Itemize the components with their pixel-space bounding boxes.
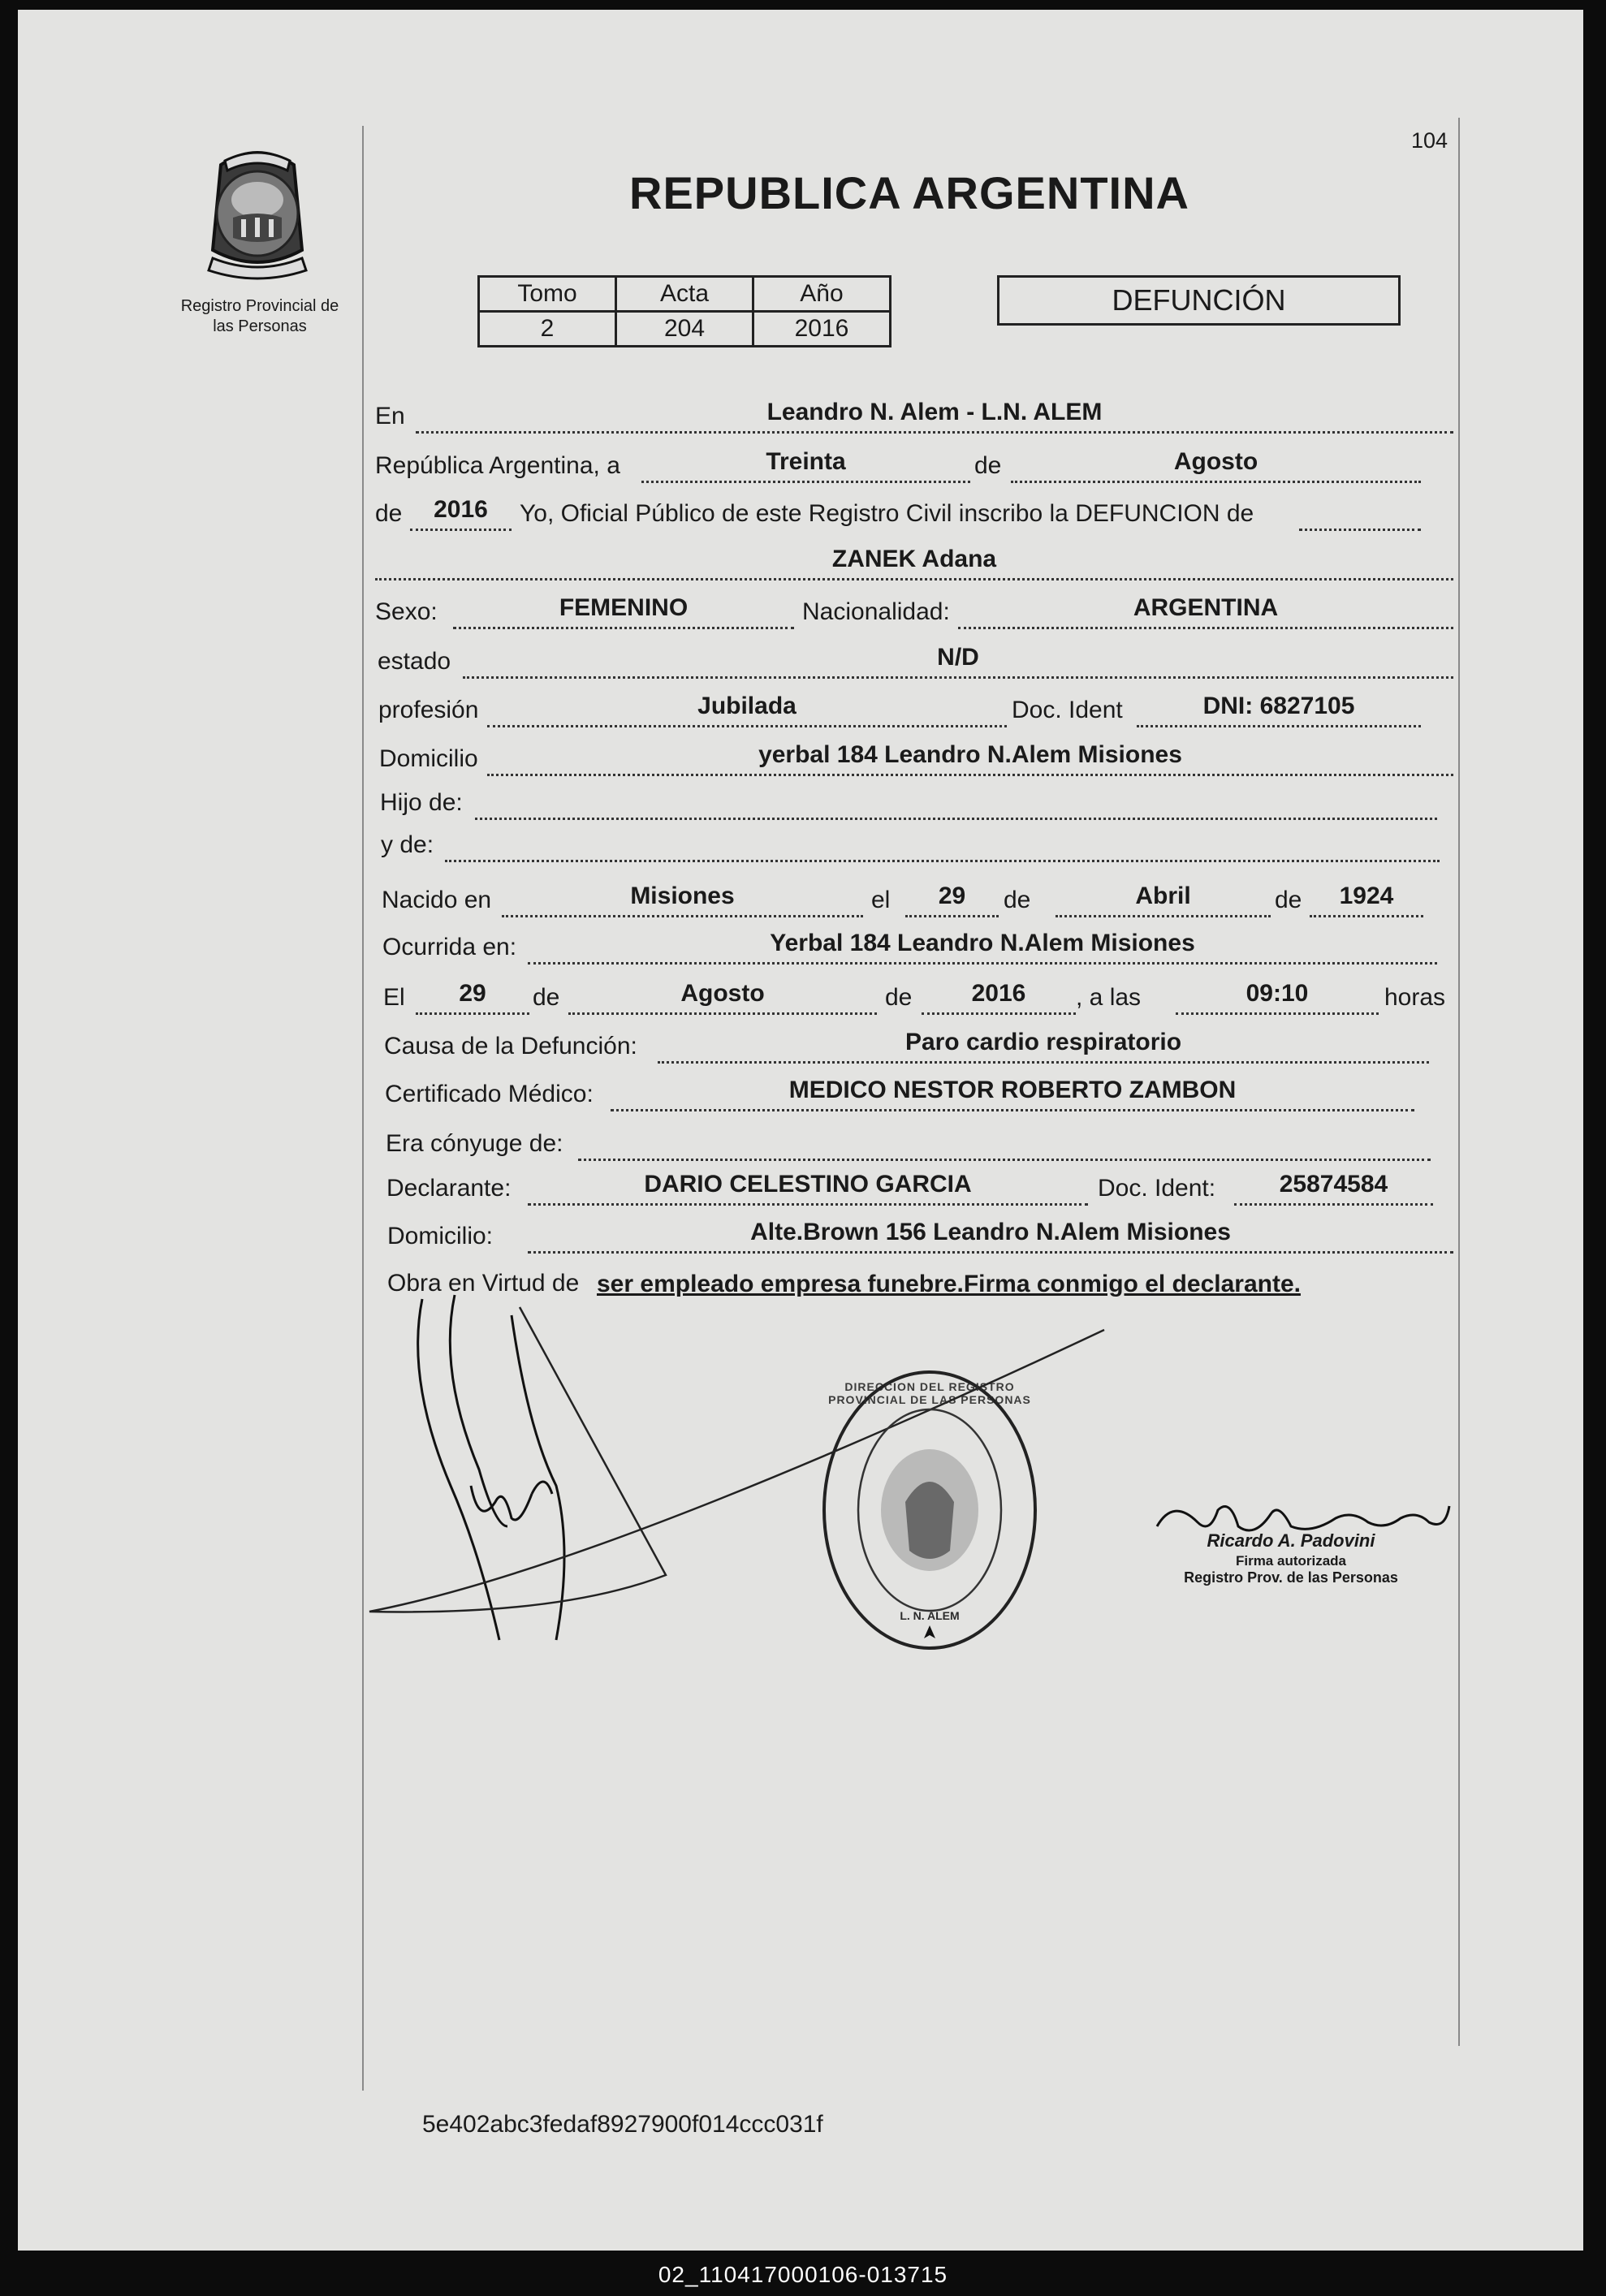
row-en — [0, 385, 1606, 434]
republica-label: República Argentina, a — [375, 452, 620, 479]
death-day-field — [416, 969, 529, 1015]
horas-label: horas — [1384, 984, 1446, 1011]
death-year-value: 2016 — [971, 980, 1026, 1007]
death-time-value: 09:10 — [1246, 980, 1309, 1007]
row-profesion — [0, 679, 1606, 727]
obra-label: Obra en Virtud de — [387, 1270, 580, 1297]
estado-value: N/D — [937, 644, 979, 671]
death-day-value: 29 — [459, 980, 486, 1007]
declarante-field — [528, 1159, 1088, 1206]
nacido-field — [502, 871, 863, 917]
certificado-value: MEDICO NESTOR ROBERTO ZAMBON — [788, 1077, 1237, 1103]
row-estado — [0, 630, 1606, 679]
row-sexo — [0, 580, 1606, 629]
day-written-field — [641, 437, 970, 483]
row-domicilio2 — [0, 1205, 1606, 1254]
obra-value: ser empleado empresa funebre.Firma conmigo el declarante. — [597, 1271, 1301, 1297]
registry-label — [158, 296, 361, 337]
declarante-label: Declarante: — [386, 1175, 512, 1202]
estado-label: estado — [378, 648, 451, 675]
certificado-field — [611, 1065, 1414, 1111]
registry-table-header-row — [479, 277, 891, 312]
domicilio2-label: Domicilio: — [387, 1223, 494, 1249]
stamp-text: DIRECCION DEL REGISTRO PROVINCIAL DE LAS PERSONAS — [828, 1380, 1031, 1406]
yo-text: Yo, Oficial Público de este Registro Civil inscribo la DEFUNCION de — [520, 500, 1254, 527]
row-conyuge — [0, 1112, 1606, 1161]
conyuge-field — [578, 1115, 1431, 1161]
de6-label: de — [885, 984, 913, 1011]
death-month-field — [568, 969, 877, 1015]
profesion-value: Jubilada — [697, 693, 797, 719]
doc-ident2-label: Doc. Ident: — [1098, 1175, 1216, 1202]
birth-year-value: 1924 — [1339, 883, 1394, 909]
ocurrida-field — [528, 918, 1437, 965]
registry-table — [477, 275, 892, 347]
registry-table-value-row — [479, 312, 891, 347]
row-hijo — [0, 771, 1606, 820]
ocurrida-value: Yerbal 184 Leandro N.Alem Misiones — [770, 930, 1195, 956]
de1-label: de — [974, 452, 1002, 479]
birth-day-value: 29 — [938, 883, 966, 909]
yde-field — [445, 816, 1440, 862]
stamp-bottom-text: L. N. ALEM — [900, 1609, 960, 1622]
row-republica — [0, 434, 1606, 483]
ocurrida-label: Ocurrida en: — [382, 934, 517, 960]
month-written-field — [1011, 437, 1421, 483]
profesion-field — [487, 681, 1007, 727]
causa-field — [658, 1017, 1429, 1064]
domicilio-field — [487, 730, 1453, 776]
doc-ident-field — [1137, 681, 1421, 727]
row-deceased-name — [0, 532, 1606, 580]
en-label: En — [375, 403, 405, 429]
sexo-value: FEMENINO — [559, 594, 689, 621]
registry-value-tomo: 2 — [479, 312, 616, 347]
yde-label: y de: — [381, 831, 434, 858]
de4-label: de — [1275, 887, 1302, 913]
row-certificado — [0, 1063, 1606, 1111]
birth-day-field — [905, 871, 999, 917]
certificado-label: Certificado Médico: — [385, 1081, 594, 1107]
stamp-text-holder — [828, 1380, 1031, 1622]
causa-label: Causa de la Defunción: — [384, 1033, 637, 1060]
deceased-name-value: ZANEK Adana — [831, 546, 997, 572]
year-value: 2016 — [434, 496, 488, 523]
row-death-date — [0, 966, 1606, 1015]
de3-label: de — [1004, 887, 1031, 913]
row-yde — [0, 814, 1606, 862]
nacionalidad-value: ARGENTINA — [1133, 594, 1279, 621]
scan-code: 02_110417000106-013715 — [658, 2262, 948, 2287]
row-year-yo — [0, 482, 1606, 531]
death-month-value: Agosto — [680, 980, 765, 1007]
signature-block — [1112, 1530, 1470, 1586]
estado-field — [463, 632, 1453, 679]
domicilio-label: Domicilio — [379, 745, 478, 772]
domicilio2-value: Alte.Brown 156 Leandro N.Alem Misiones — [750, 1219, 1231, 1245]
row-causa — [0, 1015, 1606, 1064]
en-value: Leandro N. Alem - L.N. ALEM — [766, 399, 1103, 425]
en-field — [416, 387, 1453, 434]
causa-value: Paro cardio respiratorio — [904, 1029, 1182, 1055]
deceased-name-field — [375, 534, 1453, 580]
doc-ident-label: Doc. Ident — [1012, 697, 1123, 723]
nacionalidad-label: Nacionalidad: — [802, 598, 950, 625]
registry-label-line2: las Personas — [213, 317, 307, 335]
province-coat-of-arms-logo — [188, 136, 326, 283]
doc-ident2-field — [1234, 1159, 1433, 1206]
signature-role: Firma autorizada — [1235, 1553, 1347, 1569]
domicilio2-field — [528, 1207, 1453, 1254]
row-declarante — [0, 1157, 1606, 1206]
registry-header-tomo: Tomo — [479, 277, 616, 312]
page-title: REPUBLICA ARGENTINA — [629, 167, 1189, 218]
year-field — [410, 485, 512, 531]
death-year-field — [922, 969, 1076, 1015]
signature-name: Ricardo A. Padovini — [1207, 1530, 1375, 1551]
registry-value-ano: 2016 — [753, 312, 891, 347]
el2-label: El — [383, 984, 405, 1011]
nacido-value: Misiones — [630, 883, 735, 909]
de5-label: de — [533, 984, 560, 1011]
domicilio-value: yerbal 184 Leandro N.Alem Misiones — [758, 741, 1182, 768]
declarante-value: DARIO CELESTINO GARCIA — [644, 1171, 972, 1198]
nacionalidad-field — [958, 583, 1453, 629]
doc-ident-value: DNI: 6827105 — [1202, 693, 1355, 719]
birth-year-field — [1310, 871, 1423, 917]
alas-label: , a las — [1076, 984, 1142, 1011]
yo-trailing-field — [1299, 485, 1421, 531]
birth-month-value: Abril — [1135, 883, 1191, 909]
page-number: 104 — [1411, 128, 1448, 153]
document-hash: 5e402abc3fedaf8927900f014ccc031f — [422, 2111, 823, 2138]
day-written-value: Treinta — [766, 448, 846, 475]
row-domicilio — [0, 727, 1606, 776]
registry-header-acta: Acta — [616, 277, 753, 312]
month-written-value: Agosto — [1173, 448, 1258, 475]
doc-ident2-value: 25874584 — [1279, 1171, 1388, 1198]
conyuge-label: Era cónyuge de: — [386, 1130, 563, 1157]
sexo-field — [453, 583, 794, 629]
nacido-label: Nacido en — [382, 887, 492, 913]
registry-label-line1: Registro Provincial de — [180, 297, 339, 315]
registry-value-acta: 204 — [616, 312, 753, 347]
sexo-label: Sexo: — [375, 598, 438, 625]
signature-org: Registro Prov. de las Personas — [1184, 1569, 1398, 1586]
row-nacido — [0, 869, 1606, 917]
el-label: el — [871, 887, 891, 913]
hijo-label: Hijo de: — [380, 789, 463, 816]
registry-header-ano: Año — [753, 277, 891, 312]
birth-month-field — [1056, 871, 1271, 917]
profesion-label: profesión — [378, 697, 479, 723]
document-type-box: DEFUNCIÓN — [997, 275, 1401, 326]
de2-label: de — [375, 500, 403, 527]
row-ocurrida — [0, 916, 1606, 965]
death-time-field — [1176, 969, 1379, 1015]
